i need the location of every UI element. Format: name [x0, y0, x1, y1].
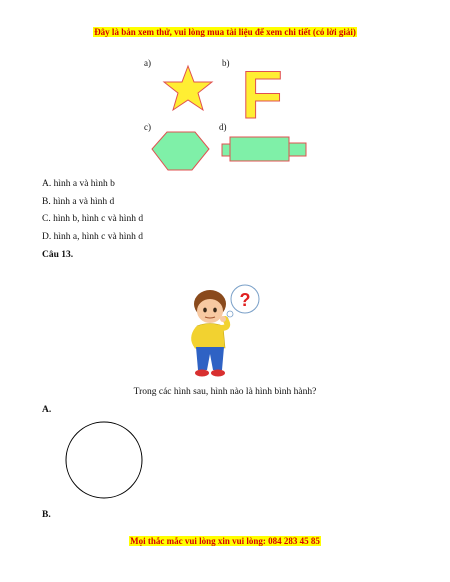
preview-notice-text: Đây là bản xem thử, vui lòng mua tài liệu để xem chi tiết (có lời giải)	[94, 27, 356, 37]
option-a-label[interactable]: A.	[42, 405, 52, 415]
shape-label-c: c)	[144, 122, 151, 132]
option-b-label[interactable]: B.	[42, 510, 51, 520]
pentagon-shape	[150, 130, 212, 172]
answer-option-b[interactable]: B. hình a và hình d	[42, 197, 115, 207]
shape-label-d: d)	[219, 122, 227, 132]
letter-f-text: F	[241, 57, 283, 133]
circle-shape[interactable]	[64, 421, 144, 501]
letter-f-shape	[241, 57, 283, 133]
shape-label-b: b)	[222, 58, 230, 68]
answer-option-d[interactable]: D. hình a, hình c và hình d	[42, 232, 144, 242]
thinking-boy-illustration	[185, 282, 263, 382]
shape-label-a: a)	[144, 58, 151, 68]
footer-contact	[0, 536, 450, 546]
preview-notice	[0, 27, 450, 37]
question-13-title: Câu 13.	[42, 250, 74, 260]
answer-option-a[interactable]: A. hình a và hình b	[42, 179, 115, 189]
star-shape	[160, 64, 216, 112]
question-13-prompt: Trong các hình sau, hình nào là hình bình hành?	[133, 387, 317, 397]
answer-option-c[interactable]: C. hình b, hình c và hình d	[42, 214, 144, 224]
svg-text:?: ?	[239, 290, 251, 310]
footer-contact-text: Mọi thắc mắc vui lòng xin vui lòng: 084 283 45 85	[130, 536, 320, 546]
rectangles-shape	[220, 134, 310, 166]
